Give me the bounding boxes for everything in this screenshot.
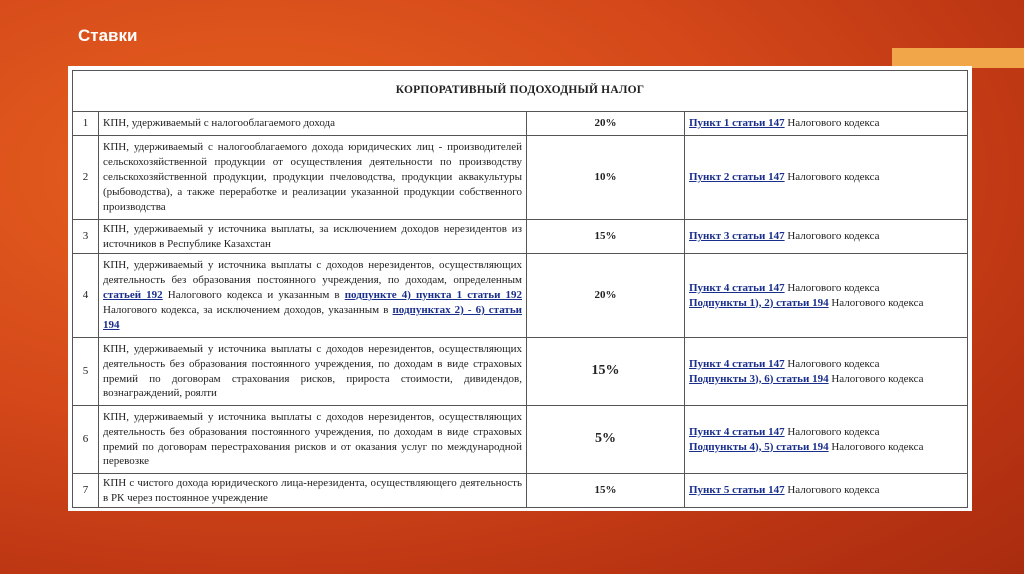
table-row: [73, 220, 968, 254]
description-link[interactable]: статьей 192: [103, 289, 163, 302]
row-reference: [685, 220, 968, 254]
row-rate: 15%: [527, 220, 685, 254]
reference-text: Налогового кодекса: [828, 440, 924, 453]
row-description: КПН, удерживаемый у источника выплаты с доходов нерезидентов, осуществляющих деятельность без образования постоянного учреждения, по доходам в виде страховых премий по договорам перестрахования рисков и от оказания услуг по международной перевозке: [99, 406, 527, 474]
row-description: КПН, удерживаемый у источника выплаты с доходов нерезидентов, осуществляющих деятельность без образования постоянного учреждения, по доходам в виде страховых премий по договорам страхования рисков, прироста стоимости, дивидендов, вознаграждений, роялти: [99, 338, 527, 406]
description-text: Налогового кодекса и указанным в: [162, 289, 345, 302]
description-link[interactable]: подпунктах 2) - 6) статьи 194: [103, 303, 522, 331]
row-reference: [685, 136, 968, 220]
slide-title: Ставки: [78, 26, 138, 45]
document-table-image: [68, 66, 972, 511]
description-text: Налогового кодекса, за исключением доходов, указанным в: [103, 303, 393, 316]
reference-text: Налогового кодекса: [784, 484, 880, 497]
row-reference: [685, 254, 968, 338]
row-description: КПН с чистого дохода юридического лица-нерезидента, осуществляющего деятельность в РК через постоянное учреждение: [99, 474, 527, 508]
reference-text: Налогового кодекса: [784, 425, 880, 438]
table-row: [73, 474, 968, 508]
description-text: КПН, удерживаемый у источника выплаты с доходов нерезидентов, осуществляющих деятельность без образования постоянного учреждения, по доходам, определенным: [103, 259, 522, 287]
row-reference: [685, 112, 968, 136]
table-row: [73, 338, 968, 406]
table-row: [73, 254, 968, 338]
row-description: КПН, удерживаемый у источника выплаты, за исключением доходов нерезидентов из источников в Республике Казахстан: [99, 220, 527, 254]
reference-text: Налогового кодекса: [784, 117, 880, 130]
reference-text: Налогового кодекса: [784, 357, 880, 370]
table-row: [73, 112, 968, 136]
description-link[interactable]: подпункте 4) пункта 1 статьи 192: [344, 289, 523, 302]
reference-link[interactable]: Подпункты 4), 5) статьи 194: [689, 440, 829, 453]
reference-link[interactable]: Подпункты 3), 6) статьи 194: [689, 372, 829, 385]
row-rate: 15%: [527, 338, 685, 406]
reference-text: Налогового кодекса: [828, 372, 924, 385]
row-reference: [685, 338, 968, 406]
row-rate: 10%: [527, 136, 685, 220]
row-number: 4: [73, 254, 99, 338]
reference-text: Налогового кодекса: [784, 281, 880, 294]
tax-rates-table: [72, 70, 968, 508]
reference-link[interactable]: Пункт 4 статьи 147: [689, 357, 785, 370]
table-row: [73, 406, 968, 474]
reference-link[interactable]: Пункт 4 статьи 147: [689, 425, 785, 438]
row-description: КПН, удерживаемый с налогооблагаемого дохода: [99, 112, 527, 136]
row-rate: 15%: [527, 474, 685, 508]
row-description: [99, 254, 527, 338]
row-reference: [685, 406, 968, 474]
row-rate: 20%: [527, 112, 685, 136]
reference-link[interactable]: Пункт 4 статьи 147: [689, 281, 785, 294]
reference-text: Налогового кодекса: [784, 171, 880, 184]
accent-bar: [892, 48, 1024, 68]
row-number: 5: [73, 338, 99, 406]
table-header: КОРПОРАТИВНЫЙ ПОДОХОДНЫЙ НАЛОГ: [73, 71, 968, 112]
reference-link[interactable]: Пункт 5 статьи 147: [689, 484, 785, 497]
row-reference: [685, 474, 968, 508]
row-number: 7: [73, 474, 99, 508]
row-number: 6: [73, 406, 99, 474]
reference-text: Налогового кодекса: [828, 296, 924, 309]
reference-link[interactable]: Пункт 2 статьи 147: [689, 171, 785, 184]
table-row: [73, 136, 968, 220]
row-number: 3: [73, 220, 99, 254]
table-header-row: [73, 71, 968, 112]
reference-link[interactable]: Пункт 3 статьи 147: [689, 230, 785, 243]
reference-link[interactable]: Подпункты 1), 2) статьи 194: [689, 296, 829, 309]
reference-link[interactable]: Пункт 1 статьи 147: [689, 117, 785, 130]
row-rate: 20%: [527, 254, 685, 338]
reference-text: Налогового кодекса: [784, 230, 880, 243]
row-rate: 5%: [527, 406, 685, 474]
row-description: КПН, удерживаемый с налогооблагаемого дохода юридических лиц - производителей сельскохозяйственной продукции от осуществления деятельности по производству сельскохозяйственной продукции, продукции пчеловодства, продукции аквакультуры (рыбоводства), а также переработке и реализации указанной продукции собственного производства: [99, 136, 527, 220]
row-number: 2: [73, 136, 99, 220]
row-number: 1: [73, 112, 99, 136]
